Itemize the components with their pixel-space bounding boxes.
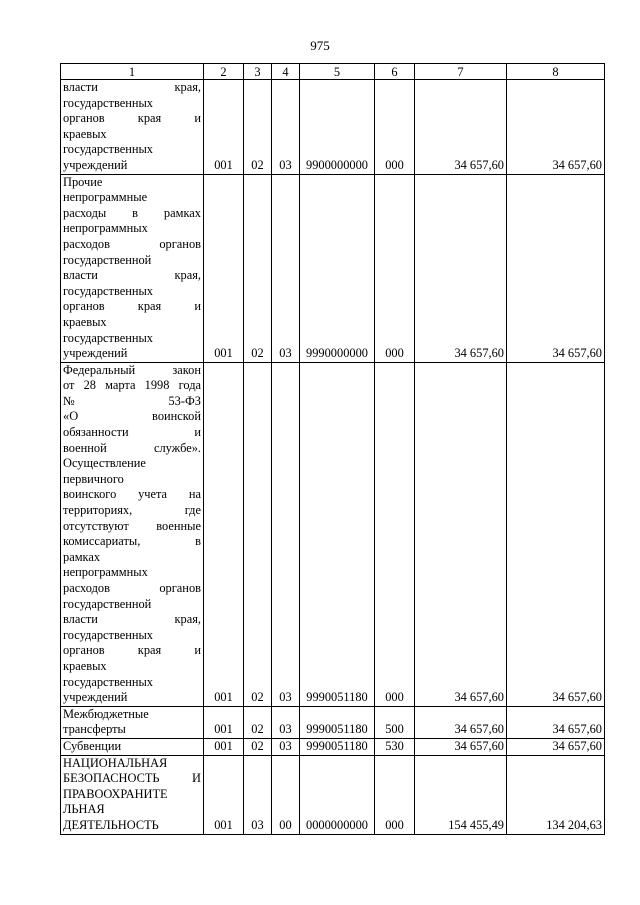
expense-name-line: комиссариаты, в [63,534,201,549]
section-code-cell: 03 [244,755,272,834]
expense-name-line: Межбюджетные [63,706,149,721]
expense-name-line: военной службе». [63,440,201,455]
expense-type-cell: 530 [375,738,415,755]
amount-col8-cell: 34 657,60 [507,174,605,362]
expense-name-line: Федеральный закон [63,362,201,377]
expense-name-line: НАЦИОНАЛЬНАЯ [63,755,168,770]
expense-name-line: государственных [63,330,154,345]
expense-name-line: № 53-ФЗ [63,393,201,408]
expense-name-line: ЛЬНАЯ [63,802,105,817]
subsection-code-cell: 03 [272,80,300,175]
expense-name-line: расходы в рамках [63,205,201,220]
expense-name-line: краевых [63,126,107,141]
header-cell: 2 [204,64,244,80]
expense-type-cell: 500 [375,706,415,738]
table-row [61,706,605,738]
expense-name-cell [61,174,204,362]
expense-name-cell [61,706,204,738]
expense-type-cell: 000 [375,174,415,362]
expense-name-cell [61,362,204,706]
expense-name-line: территориях, где [63,503,201,518]
expense-name-line: расходов органов [63,236,201,251]
expense-name-line: расходов органов [63,581,201,595]
expense-name-line: учреждений [63,157,128,172]
expense-name-line: краевых [63,658,107,673]
header-cell: 4 [272,64,300,80]
subsection-code-cell: 03 [272,706,300,738]
expense-name-line: непрограммных [63,565,148,580]
header-cell: 7 [415,64,507,80]
expense-name-line: Субвенции [63,738,122,753]
expense-name-line: государственных [63,142,154,157]
expense-name-line: Прочие [63,174,103,189]
header-cell: 1 [61,64,204,80]
page-number: 975 [310,38,330,53]
expense-name-line: государственных [63,627,154,642]
amount-col7-cell: 34 657,60 [415,80,507,175]
expense-name-cell [61,80,204,175]
expense-name-line: рамках [63,549,101,564]
expense-name-line: государственных [63,95,154,110]
admin-code-cell: 001 [204,738,244,755]
table-row [61,174,605,362]
table-row [61,362,605,706]
target-article-cell: 9990000000 [300,174,375,362]
section-code-cell: 02 [244,706,272,738]
expense-name-line: «О воинской [63,409,201,424]
header-cell: 8 [507,64,605,80]
expense-name-line: Осуществление [63,456,146,471]
amount-col8-cell: 34 657,60 [507,362,605,706]
admin-code-cell: 001 [204,755,244,834]
budget-table [60,63,605,835]
header-cell: 3 [244,64,272,80]
table-row [61,738,605,755]
expense-name-line: ПРАВООХРАНИТЕ [63,786,168,801]
table-header-row [61,64,605,80]
expense-name-line: органов края и [63,299,201,314]
amount-col8-cell: 34 657,60 [507,738,605,755]
expense-type-cell: 000 [375,362,415,706]
target-article-cell: 9990051180 [300,706,375,738]
expense-name-line: учреждений [63,690,128,705]
target-article-cell: 9990051180 [300,362,375,706]
expense-name-line: власти края, [63,268,201,283]
amount-col7-cell: 34 657,60 [415,362,507,706]
expense-type-cell: 000 [375,755,415,834]
subsection-code-cell: 03 [272,738,300,755]
expense-name-line: отсутствуют военные [63,518,201,533]
amount-col8-cell: 34 657,60 [507,706,605,738]
expense-name-line: обязанности и [63,425,201,440]
amount-col7-cell: 34 657,60 [415,706,507,738]
expense-name-line: органов края и [63,643,201,658]
subsection-code-cell: 00 [272,755,300,834]
expense-name-line: власти края, [63,80,201,94]
admin-code-cell: 001 [204,362,244,706]
expense-name-line: непрограммных [63,221,148,236]
target-article-cell: 0000000000 [300,755,375,834]
admin-code-cell: 001 [204,706,244,738]
expense-name-line: власти края, [63,612,201,627]
table-row [61,755,605,834]
expense-name-line: государственной [63,596,152,611]
expense-name-line: первичного [63,471,124,486]
expense-name-line: трансферты [63,722,126,737]
expense-name-line: непрограммные [63,190,148,205]
amount-col8-cell: 34 657,60 [507,80,605,175]
table-row [61,80,605,175]
amount-col8-cell: 134 204,63 [507,755,605,834]
expense-name-line: от 28 марта 1998 года [63,378,201,393]
subsection-code-cell: 03 [272,362,300,706]
expense-name-line: государственной [63,252,152,267]
expense-name-cell [61,738,204,755]
expense-name-cell [61,755,204,834]
header-cell: 5 [300,64,375,80]
expense-name-line: учреждений [63,346,128,361]
amount-col7-cell: 34 657,60 [415,174,507,362]
subsection-code-cell: 03 [272,174,300,362]
admin-code-cell: 001 [204,80,244,175]
expense-name-line: воинского учета на [63,487,201,502]
section-code-cell: 02 [244,738,272,755]
section-code-cell: 02 [244,80,272,175]
target-article-cell: 9990051180 [300,738,375,755]
expense-name-line: краевых [63,314,107,329]
amount-col7-cell: 34 657,60 [415,738,507,755]
admin-code-cell: 001 [204,174,244,362]
expense-name-line: государственных [63,283,154,298]
header-cell: 6 [375,64,415,80]
expense-name-line: БЕЗОПАСНОСТЬ И [63,771,201,786]
section-code-cell: 02 [244,174,272,362]
amount-col7-cell: 154 455,49 [415,755,507,834]
expense-name-line: ДЕЯТЕЛЬНОСТЬ [63,817,159,832]
section-code-cell: 02 [244,362,272,706]
target-article-cell: 9900000000 [300,80,375,175]
expense-name-line: государственных [63,674,154,689]
expense-name-line: органов края и [63,111,201,126]
expense-type-cell: 000 [375,80,415,175]
